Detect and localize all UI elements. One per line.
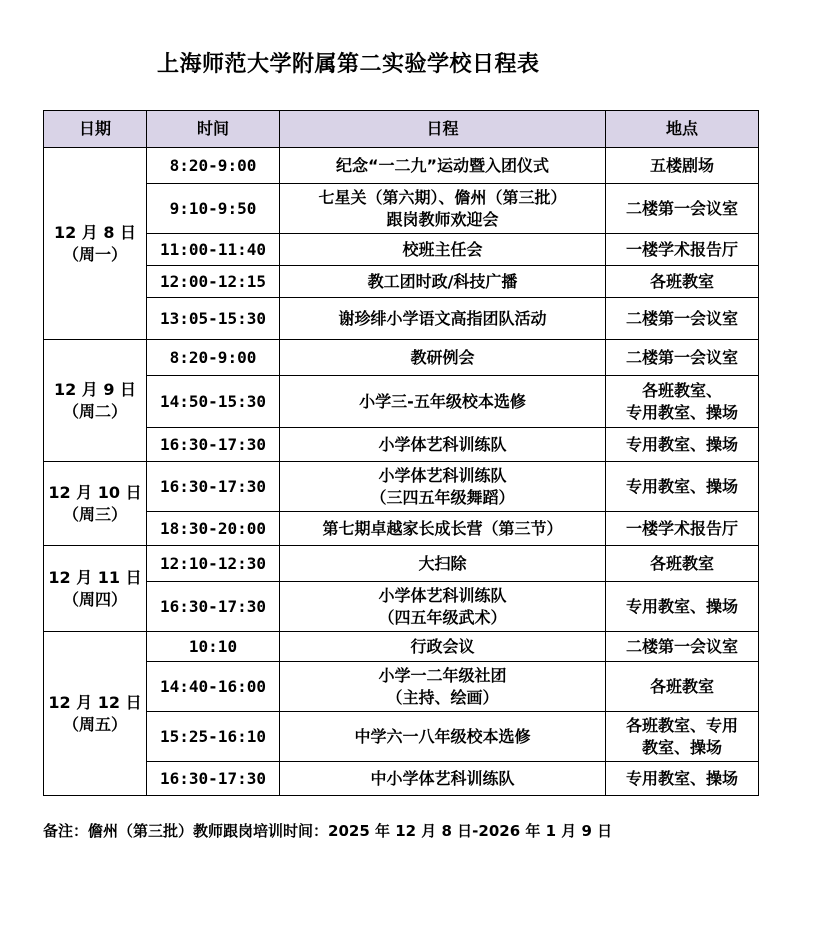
weekday-label: （周一） [62,244,127,264]
date-label: 12 月 11 日 [48,567,142,587]
event-line: 教工团时政/科技广播 [367,271,518,291]
time-cell: 9:10-9:50 [147,184,280,234]
location-line: 各班教室、专用 [625,715,738,735]
table-row [44,148,759,184]
event-cell [280,662,606,712]
header-location: 地点 [606,111,759,148]
table-row [44,662,759,712]
location-line: 二楼第一会议室 [625,308,738,328]
event-line: 七星关（第六期）、儋州（第三批） [318,187,567,207]
event-line: 中小学体艺科训练队 [370,768,515,788]
table-row [44,582,759,632]
table-row [44,184,759,234]
table-header-row [44,111,759,148]
header-date: 日期 [44,111,147,148]
location-line: 一楼学术报告厅 [625,518,738,538]
date-cell [44,148,147,340]
location-line: 二楼第一会议室 [625,347,738,367]
location-cell [606,376,759,428]
location-line: 专用教室、操场 [625,476,738,496]
time-cell: 13:05-15:30 [147,298,280,340]
event-cell [280,148,606,184]
event-cell [280,298,606,340]
time-cell: 11:00-11:40 [147,234,280,266]
table-row [44,298,759,340]
location-cell [606,428,759,462]
time-cell: 14:40-16:00 [147,662,280,712]
event-line: 小学体艺科训练队 [378,434,507,454]
table-row [44,512,759,546]
time-cell: 10:10 [147,632,280,662]
location-line: 专用教室、操场 [625,402,738,422]
time-cell: 12:10-12:30 [147,546,280,582]
table-row [44,234,759,266]
location-line: 各班教室 [649,553,714,573]
location-line: 教室、操场 [641,737,722,757]
location-cell [606,462,759,512]
table-row [44,546,759,582]
schedule-body [44,148,759,796]
event-line: （三四五年级舞蹈） [370,487,515,507]
event-cell [280,462,606,512]
date-label: 12 月 10 日 [48,482,142,502]
location-line: 各班教室 [649,271,714,291]
time-cell: 14:50-15:30 [147,376,280,428]
location-line: 各班教室、 [641,380,722,400]
footnote: 备注：儋州（第三批）教师跟岗培训时间：2025 年 12 月 8 日-2026 年 1 月 9 日 [43,822,613,840]
date-label: 12 月 8 日 [53,222,137,242]
header-time: 时间 [147,111,280,148]
event-line: （主持、绘画） [386,687,499,707]
event-line: 小学体艺科训练队 [378,465,507,485]
location-line: 专用教室、操场 [625,434,738,454]
event-line: 行政会议 [410,636,475,656]
location-cell [606,512,759,546]
event-cell [280,184,606,234]
event-line: 纪念“一二九”运动暨入团仪式 [335,155,550,175]
event-line: 跟岗教师欢迎会 [386,209,499,229]
location-line: 一楼学术报告厅 [625,239,738,259]
event-line: 小学三-五年级校本选修 [359,391,526,411]
table-row [44,340,759,376]
location-line: 二楼第一会议室 [625,636,738,656]
event-line: 谢珍绯小学语文高指团队活动 [338,308,547,328]
event-cell [280,234,606,266]
location-cell [606,266,759,298]
event-cell [280,546,606,582]
weekday-label: （周四） [62,589,127,609]
date-cell [44,462,147,546]
event-line: 校班主任会 [402,239,483,259]
event-cell [280,582,606,632]
page-title: 上海师范大学附属第二实验学校日程表 [157,52,540,77]
location-cell [606,712,759,762]
date-label: 12 月 9 日 [53,379,137,399]
location-line: 二楼第一会议室 [625,198,738,218]
event-line: 小学体艺科训练队 [378,585,507,605]
location-line: 专用教室、操场 [625,768,738,788]
location-cell [606,340,759,376]
time-cell: 12:00-12:15 [147,266,280,298]
time-cell: 15:25-16:10 [147,712,280,762]
table-row [44,762,759,796]
event-line: （四五年级武术） [378,607,507,627]
event-cell [280,512,606,546]
table-row [44,712,759,762]
location-cell [606,184,759,234]
table-row [44,266,759,298]
location-cell [606,148,759,184]
event-line: 第七期卓越家长成长营（第三节） [322,518,563,538]
event-line: 教研例会 [410,347,475,367]
location-line: 各班教室 [649,676,714,696]
header-schedule: 日程 [280,111,606,148]
event-cell [280,712,606,762]
time-cell: 16:30-17:30 [147,582,280,632]
date-label: 12 月 12 日 [48,692,142,712]
weekday-label: （周三） [62,504,127,524]
table-row [44,632,759,662]
schedule-table [43,110,759,796]
event-line: 中学六一八年级校本选修 [354,726,531,746]
time-cell: 16:30-17:30 [147,428,280,462]
time-cell: 8:20-9:00 [147,148,280,184]
location-cell [606,632,759,662]
date-cell [44,632,147,796]
table-row [44,462,759,512]
location-cell [606,234,759,266]
location-cell [606,298,759,340]
location-line: 五楼剧场 [649,155,714,175]
event-cell [280,340,606,376]
date-cell [44,340,147,462]
location-cell [606,546,759,582]
table-row [44,376,759,428]
event-cell [280,428,606,462]
location-line: 专用教室、操场 [625,596,738,616]
date-cell [44,546,147,632]
weekday-label: （周二） [62,401,127,421]
weekday-label: （周五） [62,714,127,734]
event-line: 小学一二年级社团 [378,665,507,685]
event-cell [280,266,606,298]
event-cell [280,762,606,796]
location-cell [606,582,759,632]
time-cell: 16:30-17:30 [147,462,280,512]
event-cell [280,376,606,428]
event-line: 大扫除 [418,553,467,573]
location-cell [606,662,759,712]
time-cell: 16:30-17:30 [147,762,280,796]
event-cell [280,632,606,662]
location-cell [606,762,759,796]
table-row [44,428,759,462]
time-cell: 8:20-9:00 [147,340,280,376]
time-cell: 18:30-20:00 [147,512,280,546]
